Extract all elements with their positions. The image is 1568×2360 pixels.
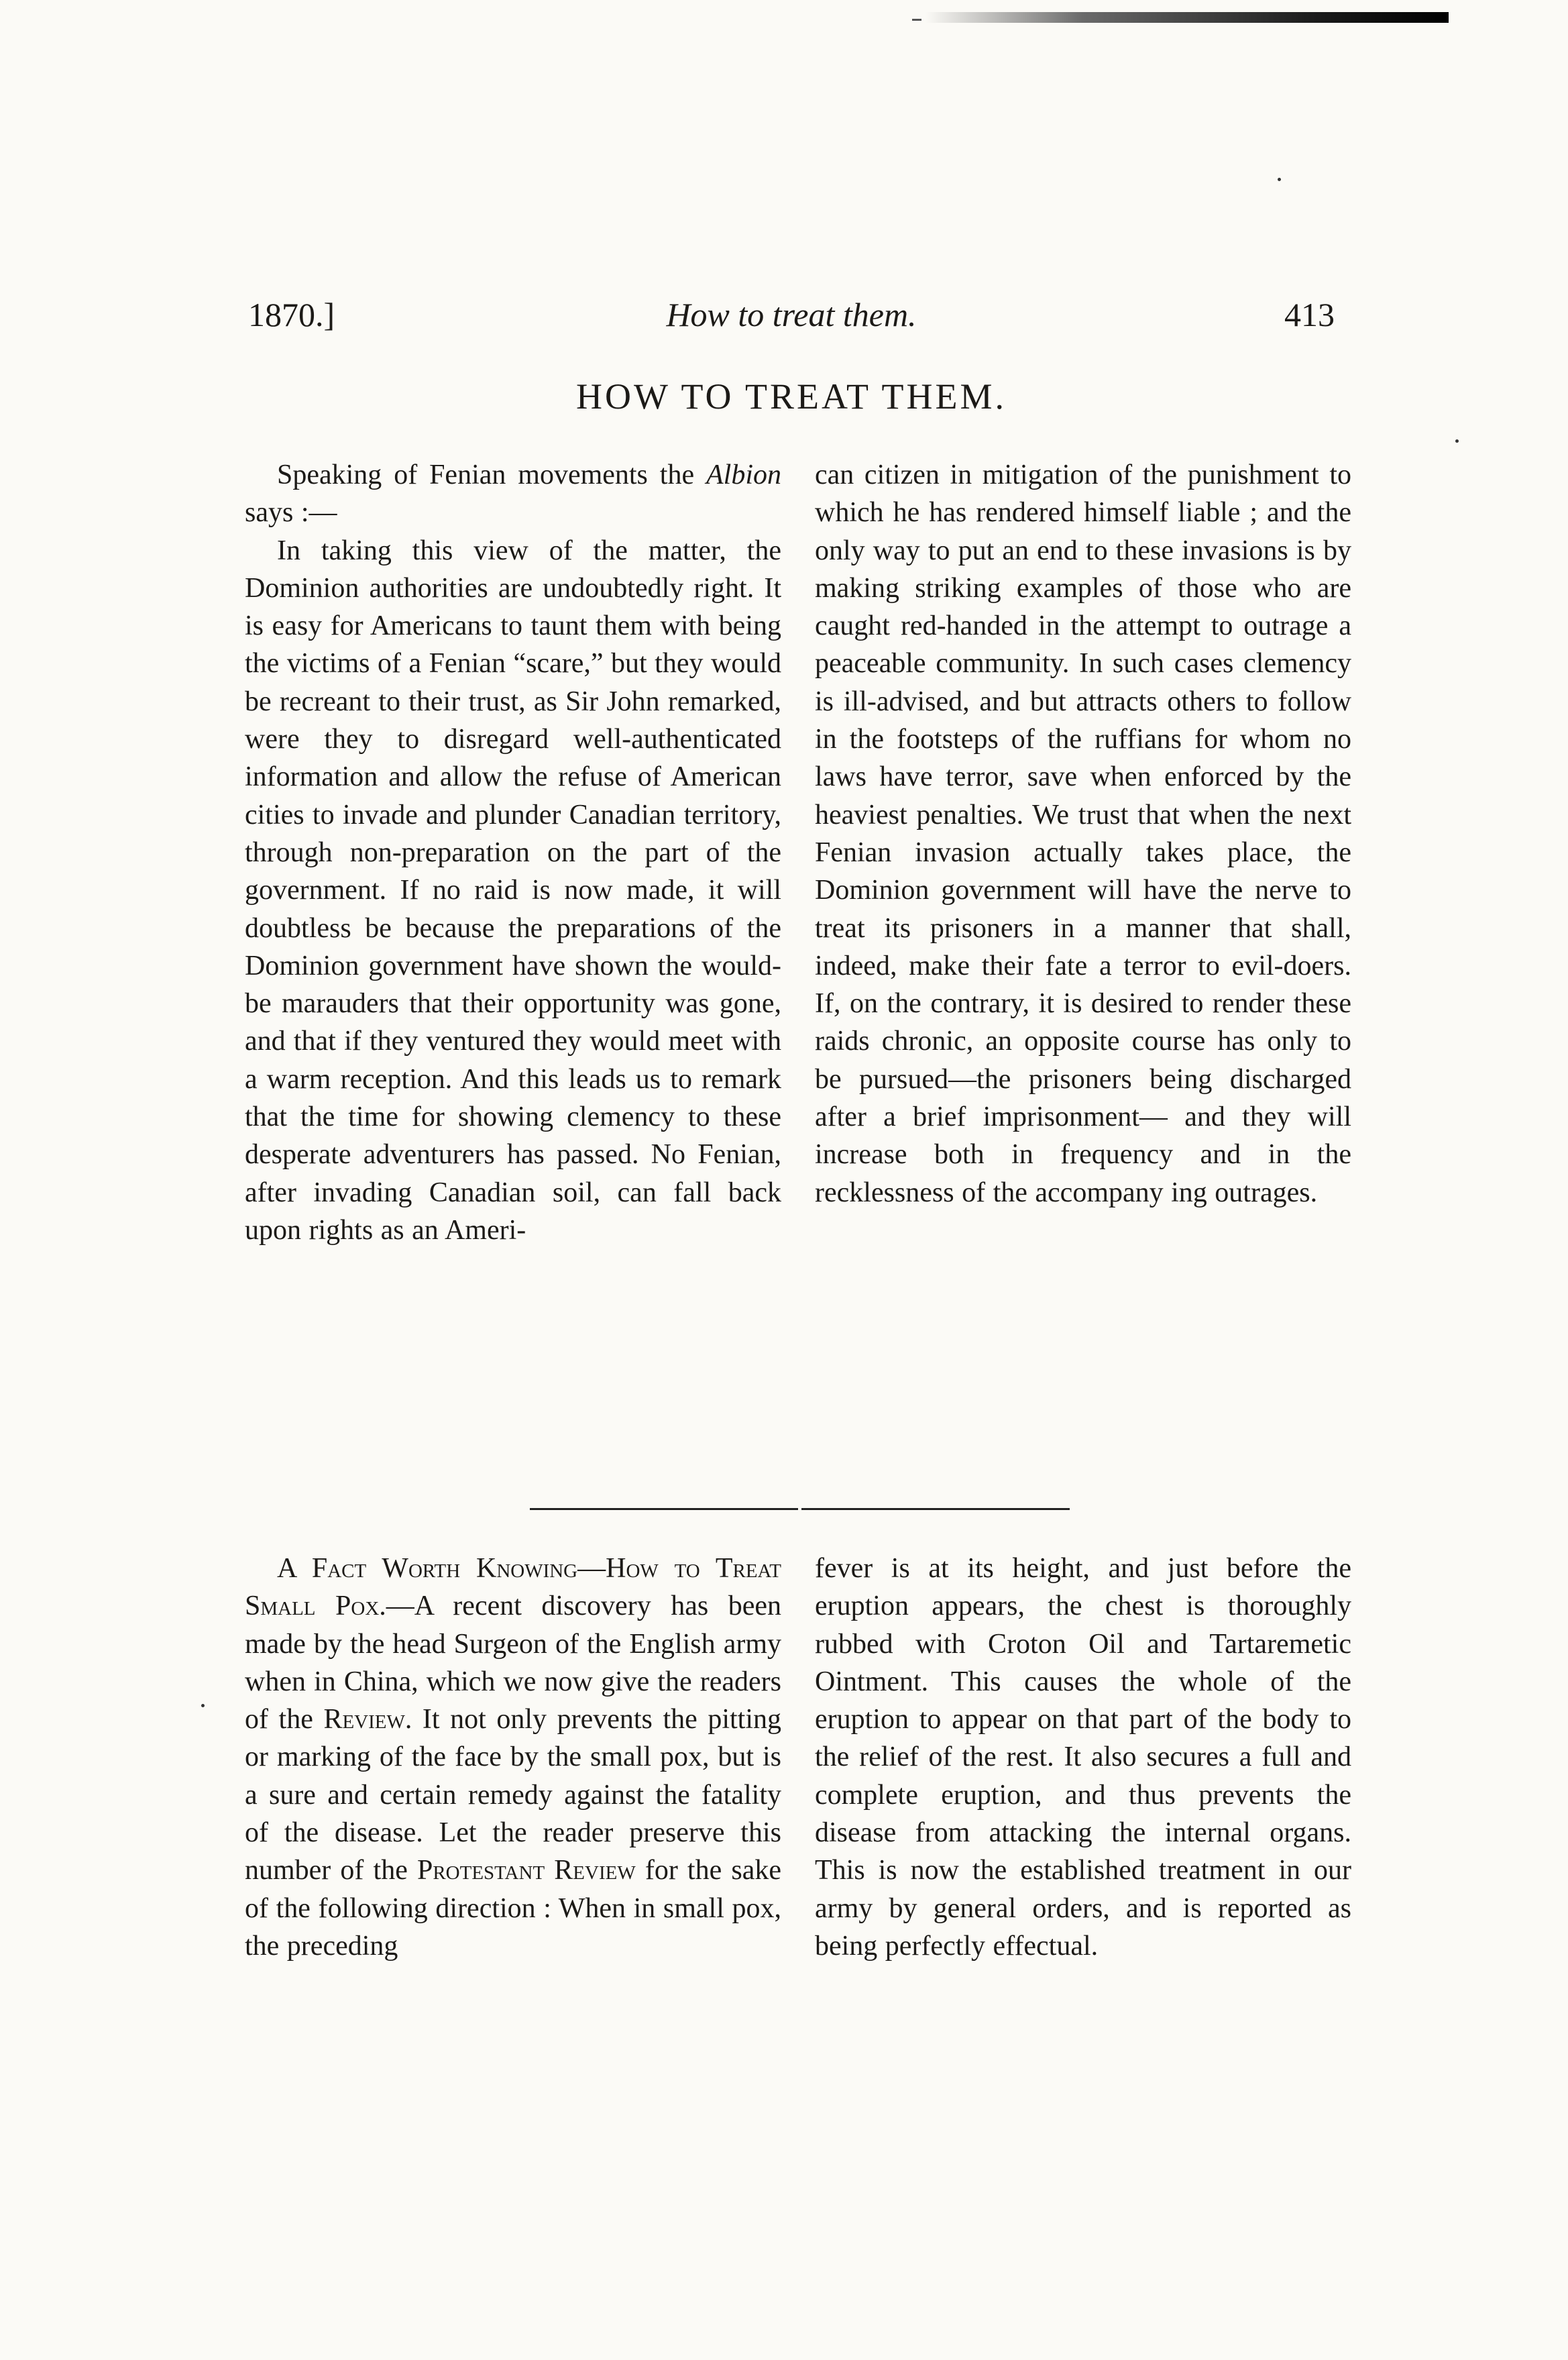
- page-number: 413: [1284, 296, 1335, 333]
- article1-paragraph: In taking this view of the matter, the Dominion authorities are undoubtedly right. It is easy for Americans to taunt them with being the victims of a Fenian “scare,” but they would be recreant to their trust, as Sir John remarked, were they to disregard well-authenticated information and allow the refuse of American cities to invade and plunder Canadian territory, through non-preparation on the part of the government. If no raid is now made, it will doubtless be because the preparations of the Dominion government have shown the would-be marauders that their opportunity was gone, and that if they ventured they would meet with a warm reception. And this leads us to remark that the time for showing clemency to these desperate adventurers has passed. No Fenian, after invading Canadian soil, can fall back upon rights as an Ameri-: [245, 535, 781, 1246]
- section-divider-left: [530, 1508, 798, 1510]
- article2-paragraph-continued: fever is at its height, and just before the eruption appears, the chest is thoroughly rubbed with Croton Oil and Tartaremetic Ointment. This causes the whole of the eruption to appear on that part of the body to the relief of the rest. It also secures a full and complete eruption, and thus prevents the disease from attacking the internal organs. This is now the established treatment in our army by general orders, and is reported as being perfectly effectual.: [815, 1553, 1351, 1962]
- scan-mark: [912, 19, 921, 21]
- article2-paragraph: [245, 1550, 781, 1965]
- article1-intro: [245, 456, 781, 532]
- header-running-title: How to treat them.: [666, 296, 917, 333]
- article-title: HOW TO TREAT THEM.: [575, 376, 1007, 417]
- section-divider-right: [801, 1508, 1070, 1510]
- scan-speck: [1455, 439, 1459, 443]
- intro-text: Speaking of Fenian movements the: [277, 460, 706, 490]
- article2-column-right: [815, 1550, 1351, 1965]
- article1-column-left: [245, 456, 781, 1249]
- article2-text-c: for the sake of the following direction : When in small pox, the preceding: [245, 1855, 781, 1962]
- running-header: [248, 295, 1335, 349]
- article1-paragraph-continued: can citizen in mitigation of the punishment to which he has rendered himself liable ; and the only way to put an end to these invasions is by making striking examples of those who are caught red-handed in the attempt to outrage a peaceable community. In such cases clemency is ill-advised, and but attracts others to follow in the footsteps of the ruffians for whom no laws have terror, save when enforced by the heaviest penalties. We trust that when the next Fenian invasion actually takes place, the Dominion government will have the nerve to treat its prisoners in a manner that shall, indeed, make their fate a terror to evil-doers. If, on the contrary, it is desired to render these raids chronic, an opposite course has only to be pursued—the prisoners being discharged after a brief imprisonment— and they will increase both in frequency and in the recklessness of the accompany ing outrages.: [815, 460, 1351, 1208]
- publication-name: Protestant Review: [416, 1855, 636, 1886]
- article2-text-b: . It not only prevents the pitting or marking of the face by the small pox, but is a sure and certain remedy against the fatality of the disease. Let the reader preserve this number of the: [245, 1704, 782, 1886]
- article2-column-left: [245, 1550, 781, 1965]
- review-name: Review: [323, 1704, 405, 1735]
- header-year: 1870.]: [248, 296, 335, 333]
- article1-column-right: [815, 456, 1351, 1212]
- scan-edge-bar: [926, 12, 1449, 23]
- intro-says: says :—: [245, 497, 337, 529]
- article2-heading: A Fact Worth Knowing—How to Treat Small Pox.—: [245, 1553, 781, 1622]
- scan-speck: [201, 1704, 205, 1707]
- source-name: Albion: [706, 460, 781, 490]
- article2-text-a: A recent discovery has been made by the head Surgeon of the English army when in China, which we now give the readers of the: [245, 1591, 781, 1735]
- scan-speck: [1278, 178, 1281, 181]
